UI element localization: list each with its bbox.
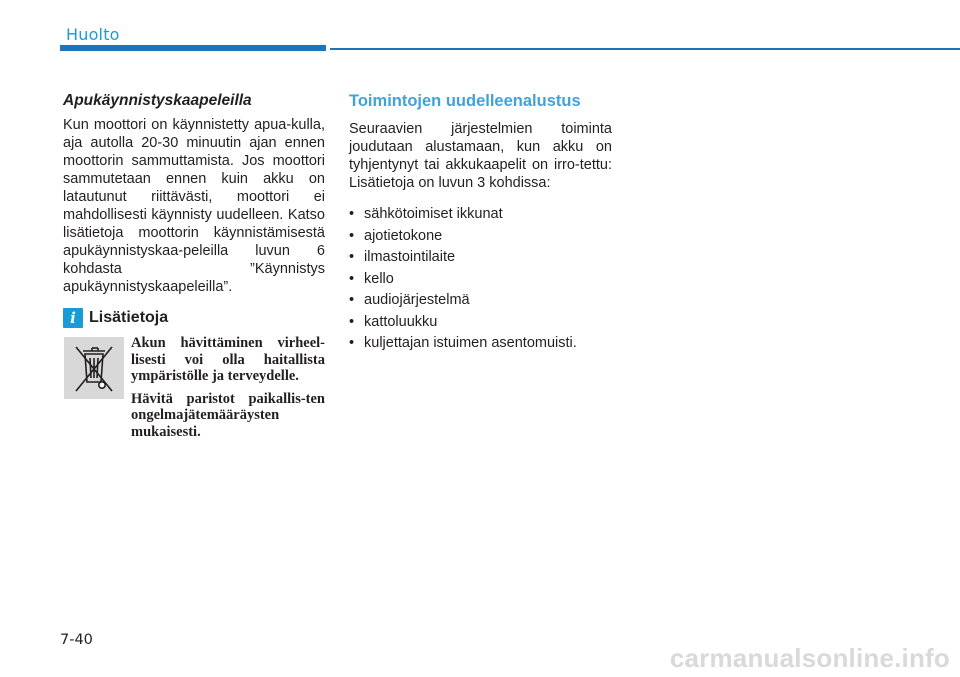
info-paragraph-disposal: Akun hävittäminen virheel-lisesti voi olla haitallista ympäristölle ja terveydelle. <box>131 335 325 384</box>
bullet: • <box>349 270 355 287</box>
reset-heading: Toimintojen uudelleenalustus <box>349 92 581 110</box>
reset-list <box>349 204 612 355</box>
bullet: • <box>349 335 355 351</box>
info-title: Lisätietoja <box>89 309 169 326</box>
list-item <box>349 247 612 269</box>
list-item <box>349 204 612 226</box>
info-text <box>131 335 325 446</box>
header-rule-thin <box>330 48 960 50</box>
list-item <box>349 269 612 291</box>
info-paragraph-regulations: Hävitä paristot paikallis-ten ongelmajätemääräysten mukaisesti. <box>131 390 325 440</box>
page-number: 7-40 <box>60 632 93 648</box>
right-column <box>349 92 612 355</box>
list-item-text: sähkötoimiset ikkunat <box>364 206 503 222</box>
info-icon: i <box>63 308 83 328</box>
list-item-text: ilmastointilaite <box>364 249 456 265</box>
list-item <box>349 226 612 248</box>
section-title: Huolto <box>66 25 120 44</box>
jumpstart-heading: Apukäynnistyskaapeleilla <box>63 92 252 109</box>
watermark: carmanualsonline.info <box>669 643 950 673</box>
list-item-text: ajotietokone <box>364 227 443 244</box>
left-column <box>63 92 325 296</box>
bullet: • <box>349 313 355 330</box>
bullet: • <box>349 227 355 244</box>
list-item-text: kuljettajan istuimen asentomuisti. <box>364 335 577 351</box>
info-heading <box>63 308 168 328</box>
list-item <box>349 312 612 334</box>
list-item <box>349 290 612 312</box>
header-rule-thick <box>60 45 326 51</box>
list-item-text: audiojärjestelmä <box>364 292 470 308</box>
list-item-text: kattoluukku <box>364 313 438 330</box>
bullet: • <box>349 249 355 265</box>
bullet: • <box>349 292 355 308</box>
list-item-text: kello <box>364 270 394 287</box>
reset-paragraph: Seuraavien järjestelmien toiminta joudutaan alustamaan, kun akku on tyhjentynyt tai akkukaapelit on irro-tettu: Lisätietoja on luvun 3 kohdissa: <box>349 121 612 191</box>
jumpstart-paragraph: Kun moottori on käynnistetty apua-kulla, aja autolla 20-30 minuutin ajan ennen moottorin sammuttamista. Jos moottori sammutetaan ennen kuin akku on latautunut riittävästi, moottori ei mahdollisesti käynnisty uudelleen. Katso lisätietoja moottorin käynnistämisestä apukäynnistyskaa-peleilla luvun 6 kohdasta ”Käynnistys apukäynnistyskaapeleilla”. <box>63 117 325 295</box>
bullet: • <box>349 206 355 222</box>
list-item <box>349 333 612 355</box>
crossed-out-wheelie-bin-icon <box>64 337 124 399</box>
